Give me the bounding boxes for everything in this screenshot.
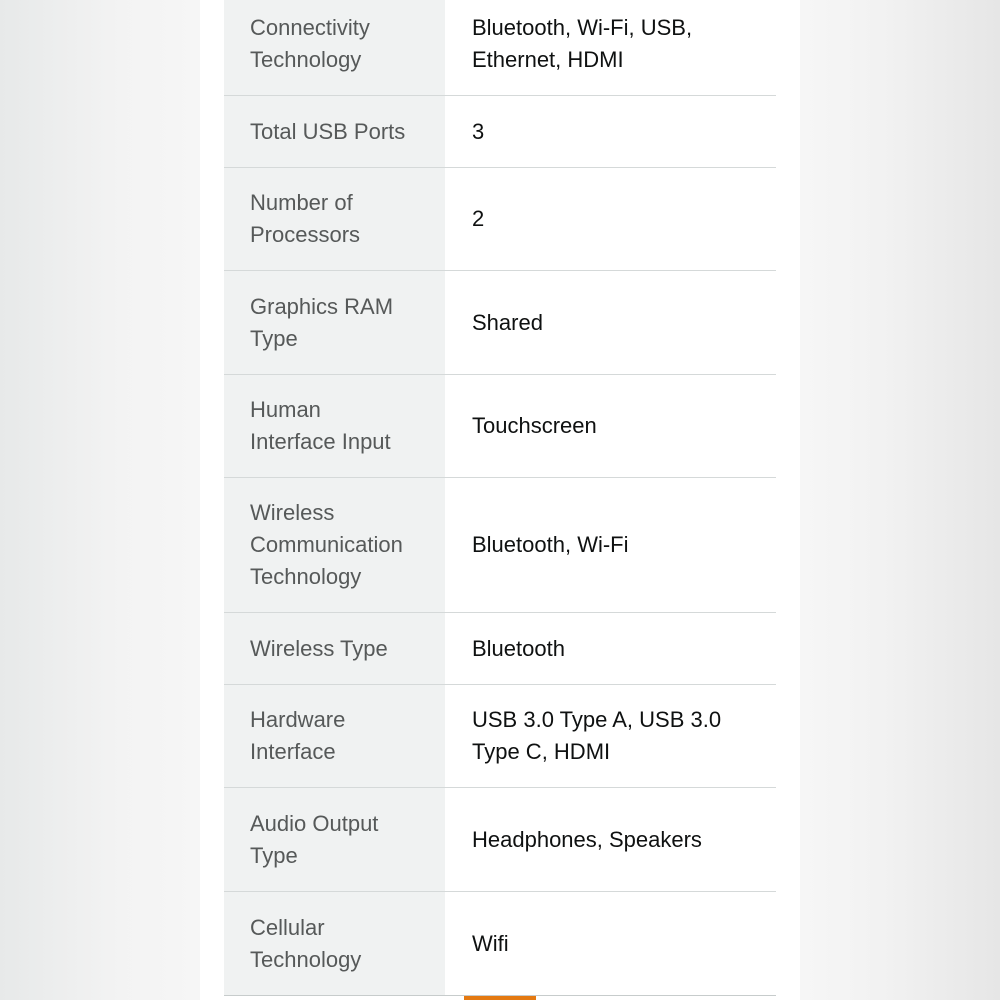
- table-row: [224, 788, 776, 892]
- spec-value-human-interface-input: Touchscreen: [445, 375, 776, 477]
- table-row: [224, 478, 776, 613]
- spec-value-wireless-type: Bluetooth: [445, 613, 776, 684]
- table-row: [224, 96, 776, 168]
- spec-label-wireless-type: Wireless Type: [224, 613, 445, 684]
- spec-label-hardware-interface: Hardware Interface: [224, 685, 445, 787]
- spec-value-number-of-processors: 2: [445, 168, 776, 270]
- spec-label-human-interface-input: Human Interface Input: [224, 375, 445, 477]
- spec-label-cellular-technology: Cellular Technology: [224, 892, 445, 995]
- spec-value-hardware-interface: USB 3.0 Type A, USB 3.0 Type C, HDMI: [445, 685, 776, 787]
- spec-value-graphics-ram-type: Shared: [445, 271, 776, 374]
- spec-label-connectivity-technology: Connectivity Technology: [224, 0, 445, 95]
- spec-label-number-of-processors: Number of Processors: [224, 168, 445, 270]
- table-row: [224, 685, 776, 788]
- table-row: [224, 271, 776, 375]
- spec-value-wireless-communication-technology: Bluetooth, Wi-Fi: [445, 478, 776, 612]
- table-row: [224, 168, 776, 271]
- product-details-panel: [200, 0, 800, 1000]
- spec-value-cellular-technology: Wifi: [445, 892, 776, 995]
- spec-label-wireless-communication-technology: Wireless Communication Technology: [224, 478, 445, 612]
- spec-value-connectivity-technology: Bluetooth, Wi-Fi, USB, Ethernet, HDMI: [445, 0, 776, 95]
- table-row: [224, 613, 776, 685]
- spec-value-audio-output-type: Headphones, Speakers: [445, 788, 776, 891]
- spec-label-total-usb-ports: Total USB Ports: [224, 96, 445, 167]
- table-row: [224, 375, 776, 478]
- table-row: [224, 0, 776, 96]
- scroll-indicator: [464, 996, 536, 1000]
- table-row: [224, 892, 776, 996]
- spec-value-total-usb-ports: 3: [445, 96, 776, 167]
- spec-label-graphics-ram-type: Graphics RAM Type: [224, 271, 445, 374]
- technical-details-table: [224, 0, 776, 996]
- spec-label-audio-output-type: Audio Output Type: [224, 788, 445, 891]
